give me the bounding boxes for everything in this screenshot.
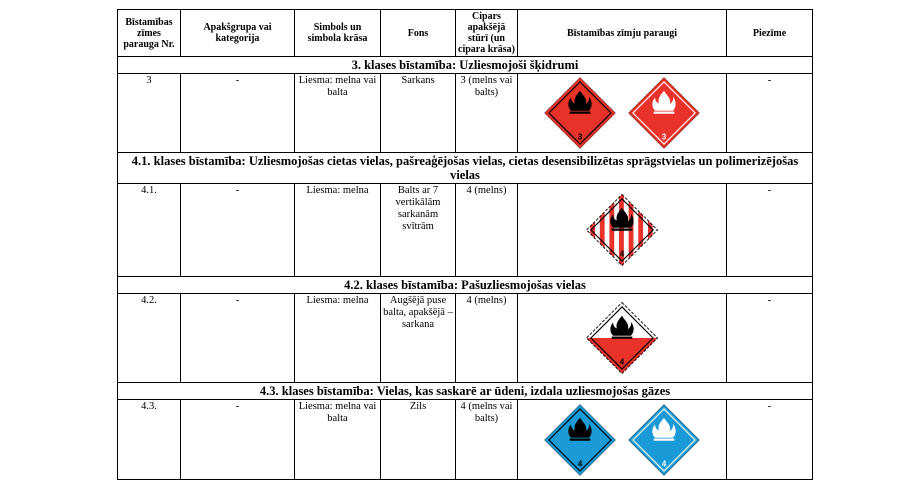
cell-signs bbox=[518, 294, 727, 383]
header-digit: Cipars apakšējā stūrī (un cipara krāsa) bbox=[456, 10, 518, 57]
cell-subgroup: - bbox=[181, 400, 295, 480]
hazard-diamond-3-1 bbox=[627, 403, 701, 477]
hazard-diamond-1-0 bbox=[585, 193, 659, 267]
cell-note: - bbox=[727, 74, 813, 153]
sign-digit: 3 bbox=[577, 132, 583, 142]
section-title: 4.1. klases bīstamība: Uzliesmojošas cietas vielas, pašreaģējošas vielas, cietas desensibilizētas sprāgstvielas un polimerizējošas vielas bbox=[118, 153, 813, 184]
header-row bbox=[118, 10, 813, 57]
header-subgroup: Apakšgrupa vai kategorija bbox=[181, 10, 295, 57]
section-title-row bbox=[118, 153, 813, 184]
section-title-row bbox=[118, 383, 813, 400]
cell-symbol: Liesma: melna vai balta bbox=[295, 400, 381, 480]
table-row bbox=[118, 184, 813, 277]
cell-background: Augšējā puse balta, apakšējā – sarkana bbox=[381, 294, 456, 383]
cell-symbol: Liesma: melna vai balta bbox=[295, 74, 381, 153]
hazard-diamond-0-0 bbox=[543, 76, 617, 150]
cell-nr: 4.2. bbox=[118, 294, 181, 383]
hazard-label-table bbox=[117, 9, 813, 480]
cell-subgroup: - bbox=[181, 294, 295, 383]
sign-digit: 4 bbox=[661, 459, 667, 469]
header-symbol: Simbols un simbola krāsa bbox=[295, 10, 381, 57]
section-title-row bbox=[118, 277, 813, 294]
section-title: 4.3. klases bīstamība: Vielas, kas saskarē ar ūdeni, izdala uzliesmojošas gāzes bbox=[118, 383, 813, 400]
cell-note: - bbox=[727, 400, 813, 480]
header-nr: Bīstamības zīmes parauga Nr. bbox=[118, 10, 181, 57]
sign-digit: 4 bbox=[577, 459, 583, 469]
sign-digit: 4 bbox=[619, 357, 625, 367]
cell-nr: 4.1. bbox=[118, 184, 181, 277]
section-title: 3. klases bīstamība: Uzliesmojoši šķidrumi bbox=[118, 57, 813, 74]
cell-digit: 4 (melns) bbox=[456, 184, 518, 277]
cell-subgroup: - bbox=[181, 74, 295, 153]
sign-group bbox=[518, 193, 726, 267]
hazard-diamond-0-1 bbox=[627, 76, 701, 150]
table-row bbox=[118, 74, 813, 153]
cell-nr: 4.3. bbox=[118, 400, 181, 480]
section-title: 4.2. klases bīstamība: Pašuzliesmojošas vielas bbox=[118, 277, 813, 294]
cell-background: Sarkans bbox=[381, 74, 456, 153]
cell-signs bbox=[518, 400, 727, 480]
header-background: Fons bbox=[381, 10, 456, 57]
cell-digit: 4 (melns) bbox=[456, 294, 518, 383]
hazard-diamond-2-0 bbox=[585, 301, 659, 375]
sign-digit: 3 bbox=[661, 132, 667, 142]
cell-digit: 4 (melns vai balts) bbox=[456, 400, 518, 480]
sign-group bbox=[518, 76, 726, 150]
table-row bbox=[118, 294, 813, 383]
table-row bbox=[118, 400, 813, 480]
cell-note: - bbox=[727, 294, 813, 383]
cell-background: Zils bbox=[381, 400, 456, 480]
cell-digit: 3 (melns vai balts) bbox=[456, 74, 518, 153]
cell-subgroup: - bbox=[181, 184, 295, 277]
cell-signs bbox=[518, 74, 727, 153]
sign-digit: 4 bbox=[619, 249, 625, 259]
header-signs: Bīstamības zīmju paraugi bbox=[518, 10, 727, 57]
header-note: Piezīme bbox=[727, 10, 813, 57]
sign-group bbox=[518, 301, 726, 375]
cell-signs bbox=[518, 184, 727, 277]
cell-symbol: Liesma: melna bbox=[295, 294, 381, 383]
cell-note: - bbox=[727, 184, 813, 277]
cell-background: Balts ar 7 vertikālām sarkanām svītrām bbox=[381, 184, 456, 277]
sign-group bbox=[518, 403, 726, 477]
hazard-diamond-3-0 bbox=[543, 403, 617, 477]
cell-nr: 3 bbox=[118, 74, 181, 153]
cell-symbol: Liesma: melna bbox=[295, 184, 381, 277]
section-title-row bbox=[118, 57, 813, 74]
